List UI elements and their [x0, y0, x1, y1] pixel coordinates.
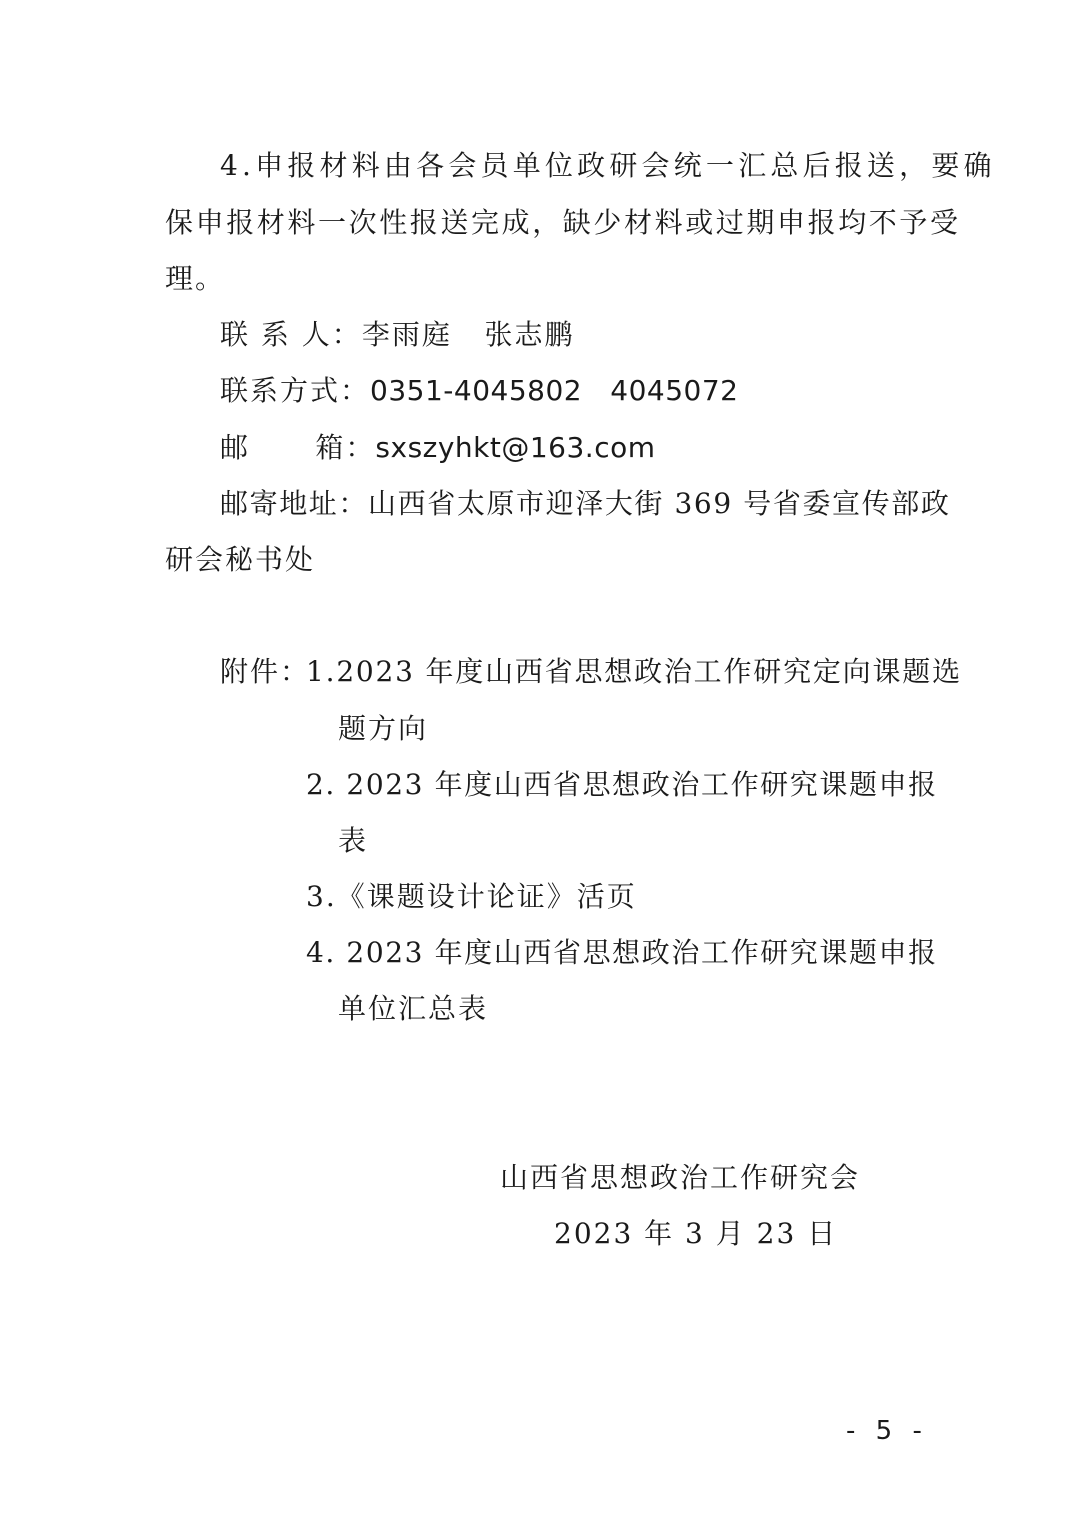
contact-address-line1	[220, 484, 950, 524]
contact-address-value: 山西省太原市迎泽大街 369 号省委宣传部政	[368, 487, 951, 520]
signature-date: 2023 年 3 月 23 日	[554, 1217, 838, 1250]
contact-email	[220, 428, 656, 468]
item4-line1: 4.申报材料由各会员单位政研会统一汇总后报送，要确	[220, 149, 996, 182]
contact-email-label: 邮 箱：	[220, 431, 376, 464]
item4-line2: 保申报材料一次性报送完成，缺少材料或过期申报均不予受	[165, 206, 961, 239]
signature-org: 山西省思想政治工作研究会	[500, 1161, 861, 1194]
attachment-1-line1: 1.2023 年度山西省思想政治工作研究定向课题选	[306, 655, 962, 688]
contact-person-value: 李雨庭 张志鹏	[361, 318, 575, 351]
attachment-4-line1: 4. 2023 年度山西省思想政治工作研究课题申报	[306, 936, 938, 969]
contact-phone	[220, 371, 738, 411]
contact-phone-label: 联系方式：	[220, 374, 371, 407]
attachment-2-line2: 表	[338, 824, 369, 857]
contact-address-line2: 研会秘书处	[165, 543, 316, 576]
attachment-1-line2: 题方向	[338, 712, 429, 745]
attachment-3-line1: 3.《课题设计论证》活页	[306, 880, 637, 913]
contact-phone-value: 0351-4045802 4045072	[370, 374, 739, 407]
page-number: - 5 -	[846, 1416, 928, 1446]
attachments-label: 附件：	[220, 655, 311, 688]
contact-person	[220, 315, 575, 355]
attachment-2-line1: 2. 2023 年度山西省思想政治工作研究课题申报	[306, 768, 938, 801]
item4-line3: 理。	[165, 262, 226, 295]
contact-email-value: sxszyhkt@163.com	[375, 431, 656, 464]
contact-address-label: 邮寄地址：	[220, 487, 369, 520]
attachment-4-line2: 单位汇总表	[338, 992, 489, 1025]
contact-person-label: 联 系 人：	[220, 318, 362, 351]
